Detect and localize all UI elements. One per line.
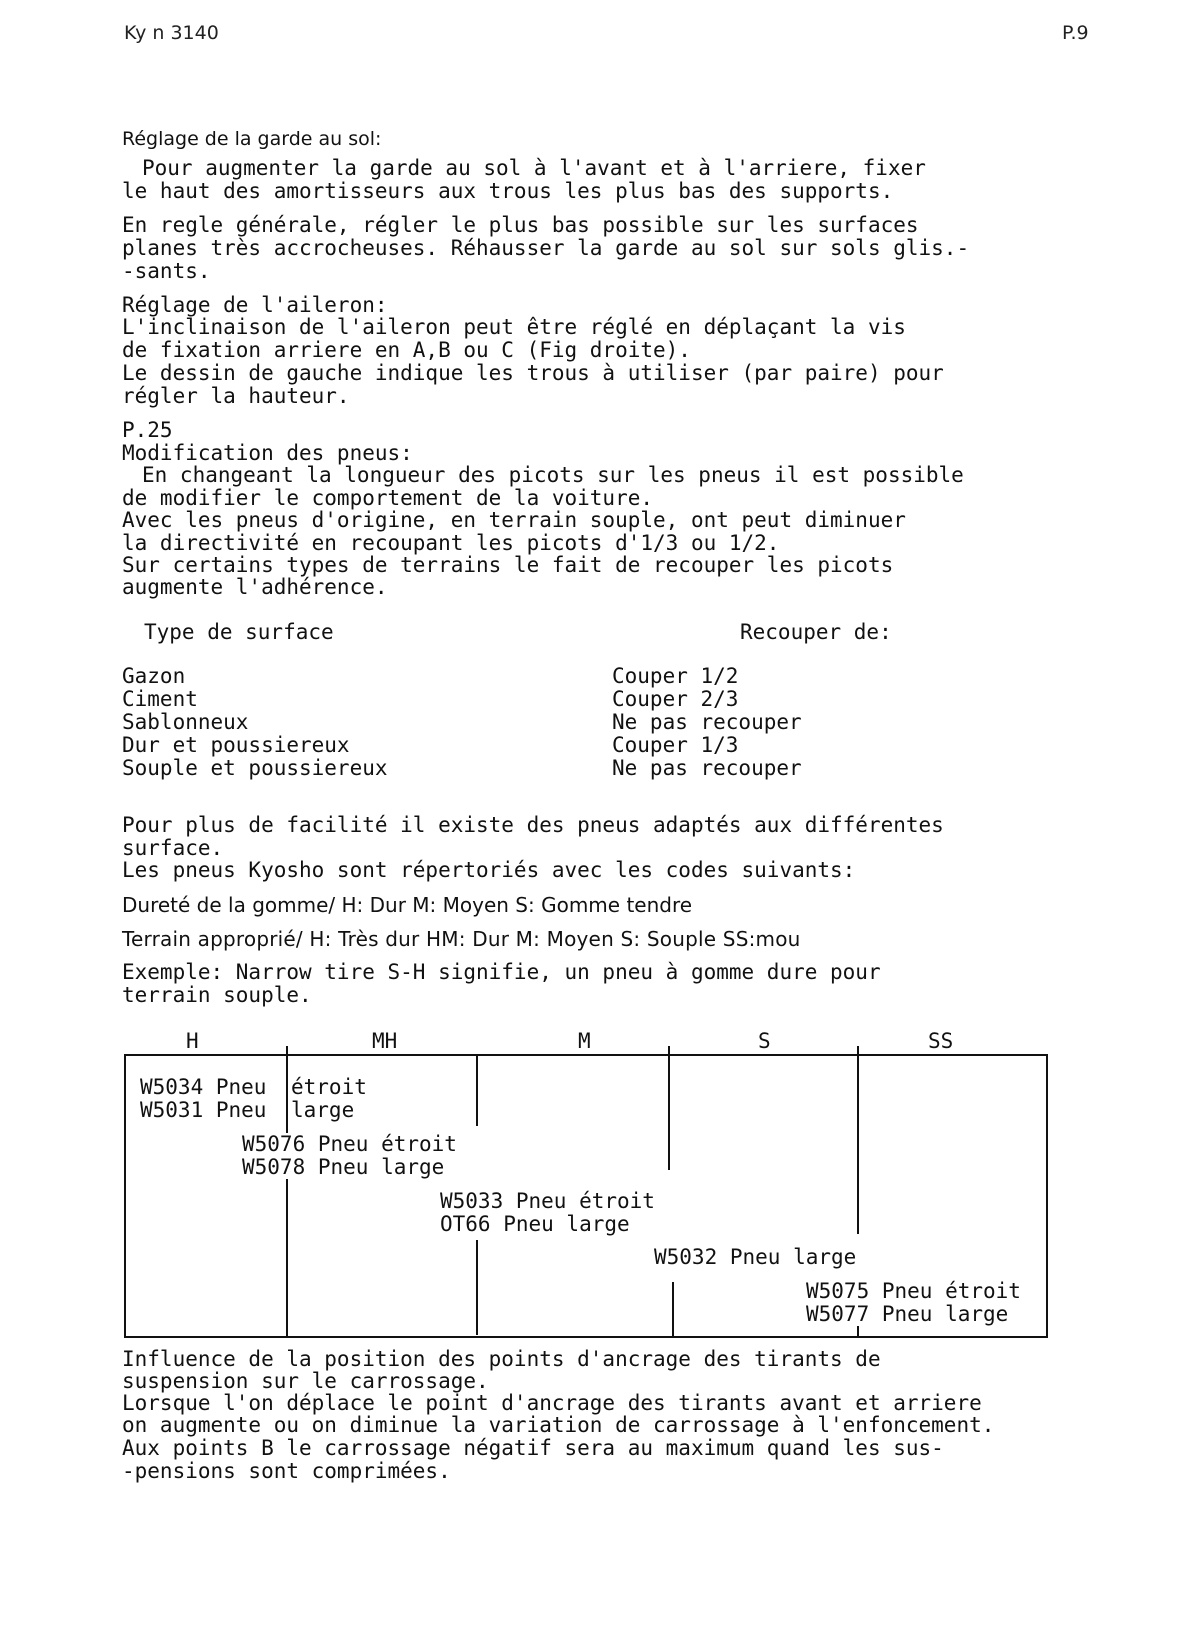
garde-line-3: En regle générale, régler le plus bas possible sur les surfaces (122, 213, 919, 237)
garde-line-5: -sants. (122, 259, 211, 283)
carrossage-line-2: suspension sur le carrossage. (122, 1369, 489, 1393)
section-title-pneus: Modification des pneus: (122, 441, 413, 465)
tire-entry: W5076 Pneu étroit (242, 1132, 457, 1156)
surface-cell: Gazon (122, 664, 186, 688)
chart-divider (672, 1282, 674, 1336)
aileron-line-1: L'inclinaison de l'aileron peut être réglé en déplaçant la vis (122, 315, 906, 339)
garde-line-4: planes très accrocheuses. Réhausser la garde au sol sur sols glis.- (122, 236, 970, 260)
cut-cell: Couper 1/3 (612, 733, 739, 757)
tire-entry-suffix: large (291, 1098, 355, 1122)
cut-cell: Ne pas recouper (612, 710, 802, 734)
pneus-line-2: de modifier le comportement de la voiture. (122, 486, 654, 510)
page-number: P.9 (1062, 22, 1089, 44)
tire-entry: OT66 Pneu large (440, 1212, 630, 1236)
chart-divider (857, 1046, 859, 1234)
surface-cell: Souple et poussiereux (122, 756, 388, 780)
cut-cell: Ne pas recouper (612, 756, 802, 780)
chart-divider (286, 1046, 288, 1336)
chart-divider (476, 1240, 478, 1335)
garde-text-1: Pour augmenter la garde au sol à l'avant et à l'arriere, fixer (142, 156, 926, 180)
adaptes-line-3: Les pneus Kyosho sont répertoriés avec les codes suivants: (122, 858, 856, 882)
pneus-line-5: Sur certains types de terrains le fait de recouper les picots (122, 553, 894, 577)
surface-cell: Dur et poussiereux (122, 733, 350, 757)
cut-cell: Couper 2/3 (612, 687, 739, 711)
exemple-line-2: terrain souple. (122, 983, 312, 1007)
carrossage-line-1: Influence de la position des points d'ancrage des tirants de (122, 1347, 881, 1371)
tire-entry: W5033 Pneu étroit (440, 1189, 655, 1213)
carrossage-line-5: Aux points B le carrossage négatif sera au maximum quand les sus- (122, 1436, 944, 1460)
section-title-garde: Réglage de la garde au sol: (122, 128, 382, 150)
chart-header-m: M (578, 1029, 591, 1053)
exemple-line-1: Exemple: Narrow tire S-H signifie, un pneu à gomme dure pour (122, 960, 881, 984)
doc-reference: Ky n 3140 (124, 22, 219, 44)
surface-header: Type de surface (144, 620, 334, 644)
tire-entry: W5077 Pneu large (806, 1302, 1009, 1326)
chart-divider (668, 1046, 670, 1170)
carrossage-line-6: -pensions sont comprimées. (122, 1459, 451, 1483)
chart-header-ss: SS (928, 1029, 954, 1053)
durete-line: Dureté de la gomme/ H: Dur M: Moyen S: Gomme tendre (122, 893, 693, 917)
page-reference: P.25 (122, 418, 173, 442)
tire-entry: W5078 Pneu large (242, 1155, 445, 1179)
pneus-line-6: augmente l'adhérence. (122, 575, 388, 599)
cut-header: Recouper de: (740, 620, 892, 644)
tire-entry: W5031 Pneu (140, 1098, 267, 1122)
carrossage-line-3: Lorsque l'on déplace le point d'ancrage des tirants avant et arriere (122, 1391, 982, 1415)
aileron-line-4: régler la hauteur. (122, 384, 350, 408)
section-title-aileron: Réglage de l'aileron: (122, 293, 388, 317)
pneus-line-1: En changeant la longueur des picots sur les pneus il est possible (142, 463, 964, 487)
aileron-line-3: Le dessin de gauche indique les trous à utiliser (par paire) pour (122, 361, 944, 385)
carrossage-line-4: on augmente ou on diminue la variation de carrossage à l'enfoncement. (122, 1413, 995, 1437)
tire-entry: W5032 Pneu large (654, 1245, 857, 1269)
chart-header-mh: MH (372, 1029, 398, 1053)
chart-header-h: H (186, 1029, 199, 1053)
tire-entry-suffix: étroit (291, 1075, 367, 1099)
garde-line-1 (142, 157, 1072, 180)
surface-cell: Ciment (122, 687, 198, 711)
aileron-line-2: de fixation arriere en A,B ou C (Fig droite). (122, 338, 691, 362)
pneus-line-3: Avec les pneus d'origine, en terrain souple, ont peut diminuer (122, 508, 906, 532)
garde-line-2: le haut des amortisseurs aux trous les plus bas des supports. (122, 179, 894, 203)
pneus-line-4: la directivité en recoupant les picots d'1/3 ou 1/2. (122, 531, 780, 555)
chart-divider (476, 1054, 478, 1126)
surface-cell: Sablonneux (122, 710, 249, 734)
adaptes-line-2: surface. (122, 836, 224, 860)
cut-cell: Couper 1/2 (612, 664, 739, 688)
chart-header-s: S (758, 1029, 771, 1053)
terrain-line: Terrain approprié/ H: Très dur HM: Dur M: Moyen S: Souple SS:mou (122, 927, 801, 951)
tire-entry: W5075 Pneu étroit (806, 1279, 1021, 1303)
tire-entry: W5034 Pneu (140, 1075, 267, 1099)
adaptes-line-1: Pour plus de facilité il existe des pneus adaptés aux différentes (122, 813, 944, 837)
